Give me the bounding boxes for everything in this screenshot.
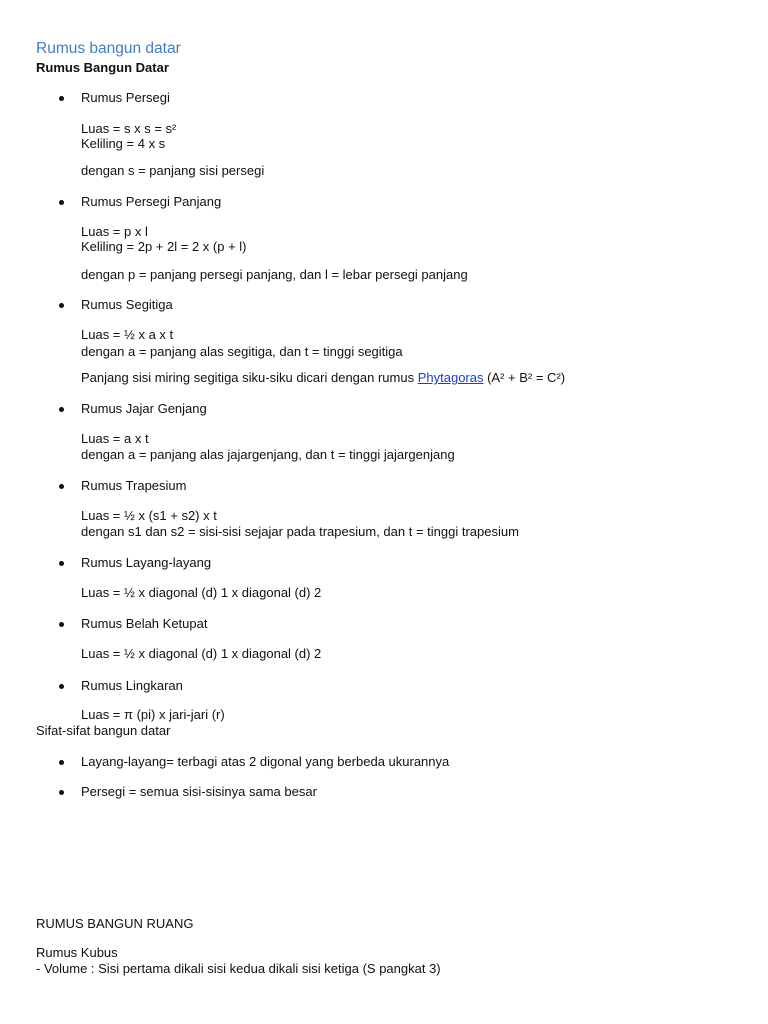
bullet-icon (59, 484, 64, 489)
trapesium-luas: Luas = ½ x (s1 + s2) x t (81, 508, 217, 523)
sifat-item: Layang-layang= terbagi atas 2 digonal yang berbeda ukurannya (81, 754, 450, 769)
bullet-icon (59, 684, 64, 689)
kubus-heading: Rumus Kubus (36, 945, 118, 960)
segitiga-extra-suffix: (A² + B² = C²) (483, 370, 566, 385)
bullet-icon (59, 200, 64, 205)
section-heading-jajar-genjang: Rumus Jajar Genjang (81, 401, 207, 416)
document-subtitle: Rumus Bangun Datar (36, 60, 169, 75)
trapesium-note: dengan s1 dan s2 = sisi-sisi sejajar pada trapesium, dan t = tinggi trapesium (81, 524, 519, 539)
persegi-keliling: Keliling = 4 x s (81, 136, 166, 151)
phytagoras-link[interactable]: Phytagoras (417, 370, 484, 385)
sifat-heading: Sifat-sifat bangun datar (36, 723, 171, 738)
bullet-icon (59, 790, 64, 795)
belah-ketupat-luas: Luas = ½ x diagonal (d) 1 x diagonal (d) 2 (81, 646, 322, 661)
persegi-panjang-note: dengan p = panjang persegi panjang, dan l = lebar persegi panjang (81, 267, 468, 282)
bullet-icon (59, 561, 64, 566)
persegi-note: dengan s = panjang sisi persegi (81, 163, 265, 178)
bullet-icon (59, 760, 64, 765)
section-heading-belah-ketupat: Rumus Belah Ketupat (81, 616, 208, 631)
bullet-icon (59, 407, 64, 412)
section-heading-layang-layang: Rumus Layang-layang (81, 555, 212, 570)
segitiga-extra (81, 370, 565, 386)
layang-layang-luas: Luas = ½ x diagonal (d) 1 x diagonal (d) 2 (81, 585, 322, 600)
section-heading-segitiga: Rumus Segitiga (81, 297, 173, 312)
section-heading-trapesium: Rumus Trapesium (81, 478, 187, 493)
section-heading-lingkaran: Rumus Lingkaran (81, 678, 183, 693)
bullet-icon (59, 622, 64, 627)
bullet-icon (59, 96, 64, 101)
jajar-genjang-note: dengan a = panjang alas jajargenjang, dan t = tinggi jajargenjang (81, 447, 455, 462)
segitiga-note: dengan a = panjang alas segitiga, dan t = tinggi segitiga (81, 344, 403, 359)
sifat-item: Persegi = semua sisi-sisinya sama besar (81, 784, 317, 799)
persegi-panjang-keliling: Keliling = 2p + 2l = 2 x (p + l) (81, 239, 247, 254)
document-title: Rumus bangun datar (36, 40, 181, 57)
segitiga-luas: Luas = ½ x a x t (81, 327, 174, 342)
jajar-genjang-luas: Luas = a x t (81, 431, 149, 446)
ruang-heading: RUMUS BANGUN RUANG (36, 916, 194, 931)
segitiga-extra-prefix: Panjang sisi miring segitiga siku-siku dicari dengan rumus (81, 370, 418, 385)
section-heading-persegi-panjang: Rumus Persegi Panjang (81, 194, 222, 209)
persegi-luas: Luas = s x s = s² (81, 121, 177, 136)
section-heading-persegi: Rumus Persegi (81, 90, 170, 105)
lingkaran-luas: Luas = π (pi) x jari-jari (r) (81, 707, 225, 722)
bullet-icon (59, 303, 64, 308)
persegi-panjang-luas: Luas = p x l (81, 224, 148, 239)
kubus-volume: - Volume : Sisi pertama dikali sisi kedua dikali sisi ketiga (S pangkat 3) (36, 961, 441, 976)
